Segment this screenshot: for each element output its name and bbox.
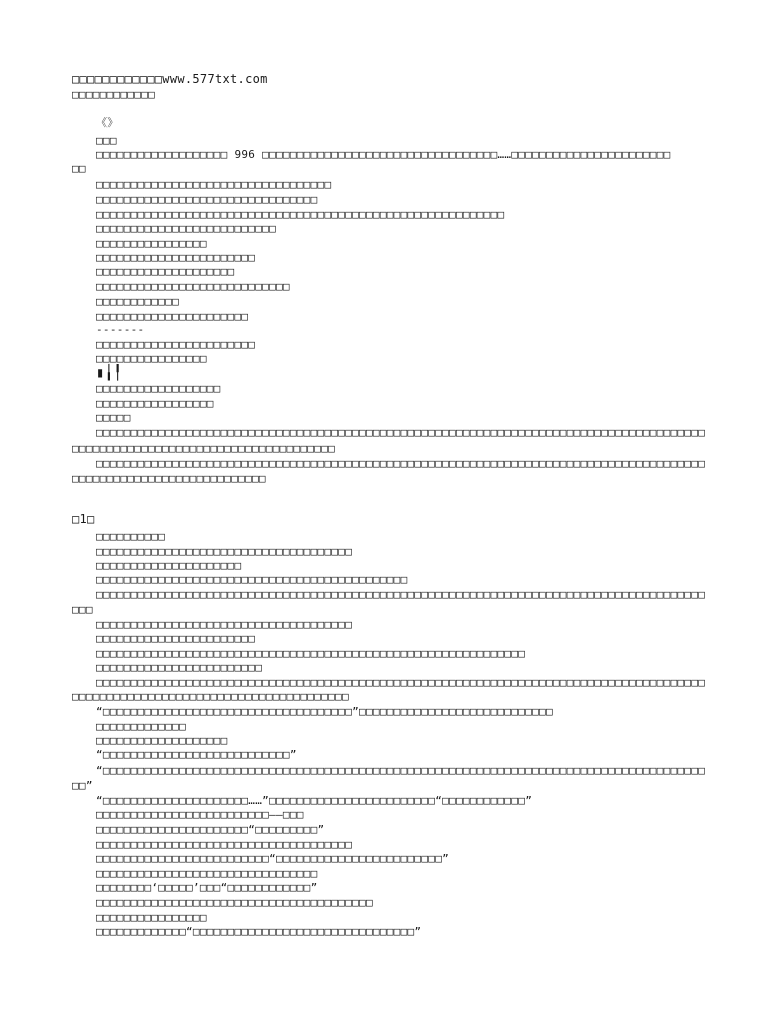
text-line: □□□□□□□□□□□□□□□□□ (96, 397, 214, 410)
book-title: 《》 (96, 116, 119, 129)
text-line: □□□□□□□□□□□□□□□□□□□□□□□□□□□□□□□□□□□□□□□□□□□□□□□□□□□□□□□□□□□□□□□□□□□□□□□□□□□□□□□□□□□□□□□□ (96, 676, 706, 689)
text-line: □□□□□□□□□□□□□□□□□□□□□□□□□□□□□□□□ (96, 193, 318, 206)
dialogue-line: □□□□□□□□□□□□□□□□□□□□□□“□□□□□□□□□” (96, 823, 325, 836)
text-line: □□” (72, 779, 93, 792)
text-line: □□□□□□□□□□□□□□□□□□□□□□□ (96, 632, 256, 645)
text-line: □□□□□□□□□□□□□□□□□□□□□ (96, 559, 242, 572)
text-line: □□□□□□□□□□□□□□□□□□□□□□□ (96, 251, 256, 264)
dialogue-line: “□□□□□□□□□□□□□□□□□□□□□……”□□□□□□□□□□□□□□□□□□□□□□□□“□□□□□□□□□□□□” (96, 794, 533, 807)
text-line: □□□□□□□□□□ (96, 530, 166, 543)
text-line: □□□□□□□□□□□□□□□□□□ (96, 382, 221, 395)
text-line: □□□ (96, 134, 117, 147)
text-line: □□□□□□□□□□□□□□□□ (96, 911, 207, 924)
text-line: □□□□□□□□□□□□□□□□ (96, 352, 207, 365)
text-line: □□□□□□□□□□□□□□□□□□□□□□□□ (96, 661, 263, 674)
text-line: □□□□□□□□□□□□□□□□□□□□□□□□□□□□□□□□□□□□□ (96, 545, 353, 558)
text-line: □□□□□ (96, 411, 131, 424)
glyph-line: ▮╽╿ (96, 365, 123, 381)
text-line: □□□□□□□□□□□□□□□□□□□□□□□□□□□□□□□□□□□□□□□□□□□□□ (96, 573, 408, 586)
text-line: □□□□□□□□□□□□□ (96, 720, 186, 733)
text-line: □□□□□□□□□□□□□□□□□□□□□□□□□□□□□□□□ (96, 867, 318, 880)
text-line: □□□ (72, 603, 93, 616)
text-line: □□□□□□□□□□□□□□□□□□□□□□□□□□□□□□□□□□□□□ (96, 618, 353, 631)
site-subheader: □□□□□□□□□□□□ (72, 88, 156, 101)
text-line: □□□□□□□□□□□□□□□□□□□□ (96, 265, 235, 278)
text-line: □□□□□□□□□□□□□□□□ (96, 237, 207, 250)
dialogue-line: □□□□□□□□□□□□□□□□□□□□□□□□□“□□□□□□□□□□□□□□□□□□□□□□□□” (96, 852, 450, 865)
text-line: □□□□□□□□□□□□□□□□□□□□□□□□□□□□□□□□□□□□□□□□ (72, 690, 349, 703)
text-line: □□ (72, 162, 86, 175)
text-line: □□□□□□□□□□□□□□□□□□□□□□□□□□□□□□□□□□□□□□□□ (96, 896, 373, 909)
text-line: □□□□□□□□□□□□□□□□□□□□□□□□□□□□□□□□□□□□□ (96, 838, 353, 851)
text-line: □□□□□□□□□□□□□□□□□□□□□□□ (96, 338, 256, 351)
text-line: □□□□□□□□□□□□□□□□□□□□□□□□□□□□□□□□□□□□□□□□□□□□□□□□□□□□□□□□□□□□□□□□□□□□□□□□□□□□□□□□□□□□□□□□ (96, 426, 706, 439)
text-line: □□□□□□□□□□□□□□□□□□□□□□□□□□□□□□□□□□□□□□□□□□□□□□□□□□□□□□□□□□□□□□□□□□□□□□□□□□□□□□□□□□□□□□□□ (96, 588, 706, 601)
text-line: □□□□□□□□□□□□□□□□□□□ (96, 734, 228, 747)
text-line: □□□□□□□□□□□□□□□□□□□□□□□□□□□□ (72, 472, 266, 485)
separator-line: ------- (96, 323, 145, 336)
text-line: □□□□□□□□□□□□□□□□□□□□□□□□□□□□□□□□□□ (96, 178, 332, 191)
text-line: □□□□□□□□□□□□□□□□□□□□□□□□□□□□□□□□□□□□□□□□□□□□□□□□□□□□□□□□□□□ (96, 208, 505, 221)
text-line: □□□□□□□□□□□□□□□□□□□□□□□□□□□□□□□□□□□□□□ (72, 442, 336, 455)
text-line: □□□□□□□□□□□□□□□□□□□□□□□□□——□□□ (96, 808, 304, 821)
text-line: □□□□□□□□□□□□□□□□□□□□□□□□□□□□□□□□□□□□□□□□□□□□□□□□□□□□□□□□□□□□□□□□□□□□□□□□□□□□□□□□□□□□□□□□ (96, 457, 706, 470)
dialogue-line: “□□□□□□□□□□□□□□□□□□□□□□□□□□□” (96, 748, 297, 761)
text-line: □□□□□□□□□□□□□□□□□□□□□□□□□□□□ (96, 280, 290, 293)
text-line: □□□□□□□□□□□□□□□□□□□ 996 □□□□□□□□□□□□□□□□□□□□□□□□□□□□□□□□□□……□□□□□□□□□□□□□□□□□□□□□□□ (96, 148, 671, 161)
dialogue-line: □□□□□□□□□□□□□“□□□□□□□□□□□□□□□□□□□□□□□□□□□□□□□□” (96, 925, 422, 938)
text-line: □□□□□□□□□□□□□□□□□□□□□□ (96, 310, 249, 323)
text-line: □□□□□□□□□□□□□□□□□□□□□□□□□□□□□□□□□□□□□□□□□□□□□□□□□□□□□□□□□□□□□□ (96, 647, 526, 660)
chapter-heading: □1□ (72, 512, 95, 526)
text-line: □□□□□□□□□□□□□□□□□□□□□□□□□□ (96, 222, 276, 235)
text-line: □□□□□□□□□□□□ (96, 295, 180, 308)
dialogue-line: □□□□□□□□‘□□□□□’□□□“□□□□□□□□□□□□” (96, 881, 318, 894)
site-header[interactable]: □□□□□□□□□□□□www.577txt.com (72, 72, 268, 86)
dialogue-line: “□□□□□□□□□□□□□□□□□□□□□□□□□□□□□□□□□□□□”□□□□□□□□□□□□□□□□□□□□□□□□□□□□ (96, 705, 553, 718)
dialogue-line: “□□□□□□□□□□□□□□□□□□□□□□□□□□□□□□□□□□□□□□□□□□□□□□□□□□□□□□□□□□□□□□□□□□□□□□□□□□□□□□□□□□□□□□□ (96, 764, 706, 777)
